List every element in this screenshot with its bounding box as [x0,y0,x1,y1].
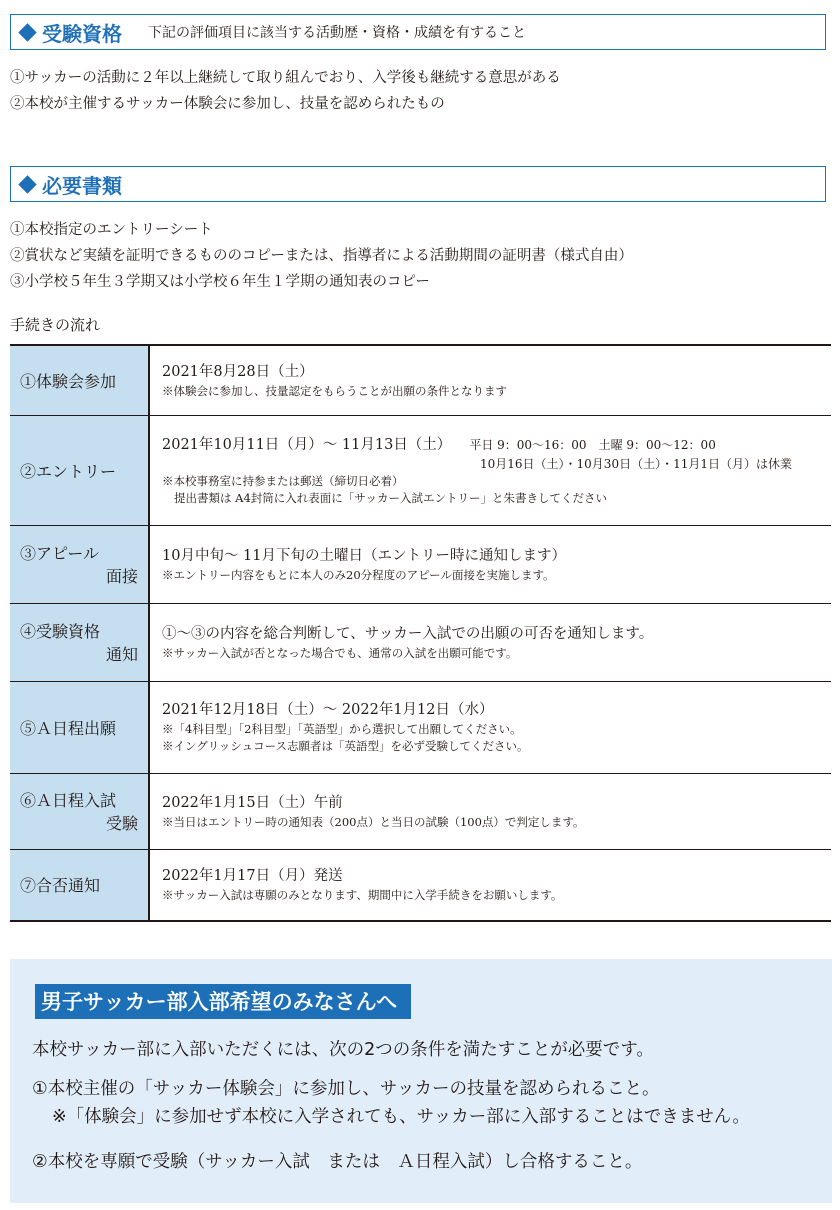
qualification-header [10,14,826,50]
flow-main: 2022年1月17日（月）発送 [162,868,343,885]
flow-step: ②エントリー [10,415,149,525]
flow-step: ⑤Ａ日程出願 [10,681,149,773]
flow-content [149,603,831,681]
flow-step: ④受験資格 通知 [10,603,149,681]
flow-note: ※本校事務室に持参または郵送（締切日必着） [162,473,404,488]
flow-content [149,525,831,603]
flow-note: 提出書類は A4封筒に入れ表面に「サッカー入試エントリー」と朱書きしてください [174,490,608,505]
diamond-icon [18,23,36,41]
flow-main: 2021年12月18日（土）～ 2022年1月12日（水） [162,702,494,718]
documents-title: 必要書類 [21,170,122,199]
diamond-icon [18,175,36,193]
flow-row [10,849,831,921]
flow-note: ※エントリー内容をもとに本人のみ20分程度のアピール面接を実施します。 [162,567,555,582]
document-item: ②賞状など実績を証明できるもののコピーまたは、指導者による活動期間の証明書（様式自由） [10,248,633,264]
club-info-box [10,959,832,1203]
flow-step: ③アピール 面接 [10,525,149,603]
qualification-item: ②本校が主催するサッカー体験会に参加し、技量を認められたもの [10,96,445,112]
flow-row [10,525,831,603]
flow-content [149,415,831,525]
document-item: ③小学校５年生３学期又は小学校６年生１学期の通知表のコピー [10,274,430,290]
flow-note: ※サッカー入試が否となった場合でも、通常の入試を出願可能です。 [162,645,518,660]
flow-table [10,344,831,922]
flow-main: 2021年8月28日（土） [162,363,314,380]
club-title: 男子サッカー部入部希望のみなさんへ [35,984,411,1019]
document-item: ①本校指定のエントリーシート [10,222,213,238]
flow-note: ※サッカー入試は専願のみとなります、期間中に入学手続きをお願いします。 [162,888,563,903]
qualification-title: 受験資格 [21,18,122,47]
documents-list [10,217,633,295]
club-condition-1: ①本校主催の「サッカー体験会」に参加し、サッカーの技量を認められること。 [32,1079,660,1099]
flow-step: ⑦合否通知 [10,849,149,921]
flow-label: 手続きの流れ [10,316,101,334]
flow-main: 10月中旬～ 11月下旬の土曜日（エントリー時に通知します） [162,547,567,564]
flow-note: ※イングリッシュコース志願者は「英語型」を必ず受験してください。 [162,739,529,753]
flow-content [149,681,831,773]
qualification-list [10,65,561,117]
flow-row [10,773,831,849]
flow-note: ※体験会に参加し、技量認定をもらうことが出願の条件となります [162,383,507,398]
flow-step: ①体験会参加 [10,345,149,415]
qualification-item: ①サッカーの活動に２年以上継続して取り組んでおり、入学後も継続する意思がある [10,70,561,86]
business-hours: 平日 9：00～16：00 土曜 9：00～12：00 [469,437,716,452]
flow-row [10,603,831,681]
flow-row [10,415,831,525]
club-intro: 本校サッカー部に入部いただくには、次の2つの条件を満たすことが必要です。 [32,1040,654,1060]
documents-header [10,166,826,202]
flow-row [10,345,831,415]
flow-main: 2022年1月15日（土）午前 [162,794,343,811]
flow-content [149,345,831,415]
flow-row [10,681,831,773]
flow-main: 2021年10月11日（月）～ 11月13日（土） 平日 9：00～16：00 土曜 9：00～12：00 [162,436,716,453]
flow-main: ①～③の内容を総合判断して、サッカー入試での出願の可否を通知します。 [162,625,654,642]
club-condition-2: ②本校を専願で受験（サッカー入試 または Ａ日程入試）し合格すること。 [32,1152,643,1172]
flow-note: ※「4科目型」「2科目型」「英語型」から選択して出願してください。 [162,722,522,736]
flow-step: ⑥Ａ日程入試 受験 [10,773,149,849]
flow-note: ※当日はエントリー時の通知表（200点）と当日の試験（100点）で判定します。 [162,814,585,829]
club-condition-1-note: ※「体験会」に参加せず本校に入学されても、サッカー部に入部することはできません。 [52,1107,750,1127]
qualification-subtitle: 下記の評価項目に該当する活動歴・資格・成績を有すること [148,25,526,41]
flow-content [149,773,831,849]
closed-days: 10月16日（土）・10月30日（土）・11月1日（月）は休業 [480,456,792,471]
flow-content [149,849,831,921]
